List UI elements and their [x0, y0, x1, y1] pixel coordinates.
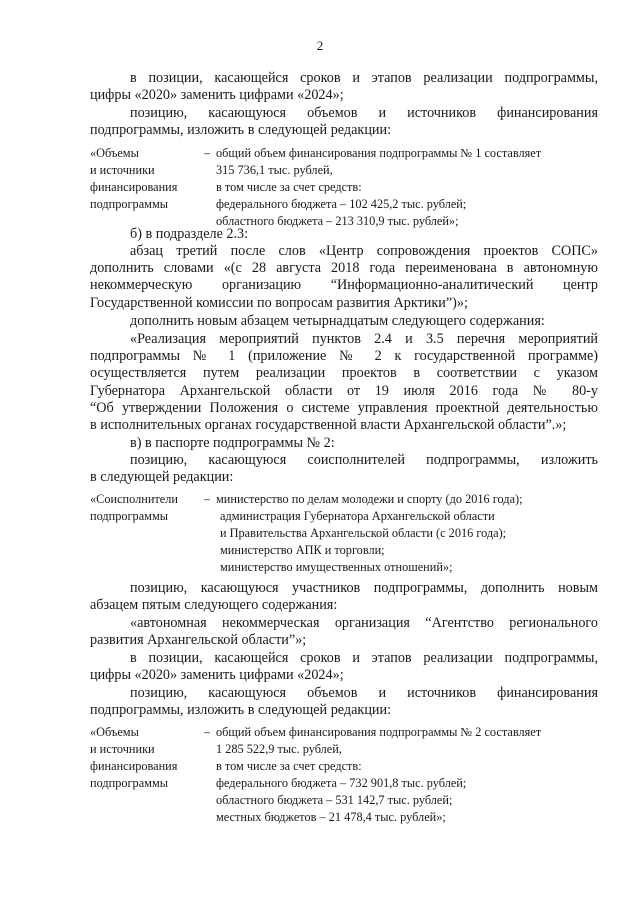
text-line: цифры «2020» заменить цифрами «2024»;: [90, 87, 344, 104]
financing-table-2: [90, 724, 598, 826]
label-line: финансирования: [90, 759, 178, 773]
table-value: [216, 491, 598, 576]
value-line: в том числе за счет средств:: [216, 759, 362, 773]
value-line: министерство имущественных отношений»;: [220, 560, 453, 574]
label-line: «Объемы: [90, 146, 139, 160]
label-line: подпрограммы: [90, 197, 168, 211]
value-line: министерство АПК и торговли;: [220, 543, 385, 557]
table-dash: –: [203, 492, 211, 506]
value-line: администрация Губернатора Архангельской области: [220, 509, 495, 523]
table-label: [90, 491, 198, 576]
text-line: Государственной комиссии по вопросам развития Арктики”)»;: [90, 294, 468, 311]
label-line: подпрограммы: [90, 509, 168, 523]
label-line: подпрограммы: [90, 776, 168, 790]
paragraph: [90, 313, 598, 330]
text-line: в позиции, касающейся сроков и этапов реализации подпрограммы,: [130, 650, 598, 666]
value-line: областного бюджета – 213 310,9 тыс. рублей»;: [216, 214, 459, 228]
text-line: цифры «2020» заменить цифрами «2024»;: [90, 667, 344, 684]
text-line: позицию, касающуюся участников подпрограммы, дополнить новым: [130, 580, 598, 596]
label-line: «Объемы: [90, 725, 139, 739]
paragraph: [90, 685, 598, 719]
value-line: министерство по делам молодежи и спорту (до 2016 года);: [216, 492, 523, 506]
table-dash: –: [203, 725, 211, 739]
text-line: подпрограммы, изложить в следующей редакции:: [90, 122, 392, 139]
text-line: дополнить словами «(с 28 августа 2018 года переименована в автономную: [90, 260, 598, 277]
text-line: абзац третий после слов «Центр сопровождения проектов СОПС»: [130, 243, 598, 259]
text-line: Губернатора Архангельской области от 19 июля 2016 года № 80-у: [90, 382, 598, 399]
text-line: в исполнительных органах государственной власти Архангельской области”.»;: [90, 417, 567, 434]
value-line: общий объем финансирования подпрограммы № 2 составляет: [216, 725, 542, 739]
value-line: федерального бюджета – 102 425,2 тыс. рублей;: [216, 197, 467, 211]
value-line: и Правительства Архангельской области (с 2016 года);: [220, 526, 507, 540]
text-line: позицию, касающуюся объемов и источников финансирования: [130, 105, 598, 121]
label-line: и источники: [90, 163, 155, 177]
text-line: “Об утверждении Положения о системе управления проектной деятельностью: [90, 399, 598, 416]
text-line: подпрограммы № 1 (приложение № 2 к государственной программе): [90, 348, 598, 365]
value-line: общий объем финансирования подпрограммы № 1 составляет: [216, 146, 542, 160]
value-line: областного бюджета – 531 142,7 тыс. рублей;: [216, 793, 453, 807]
co-executors-table: [90, 491, 598, 576]
text-line: в позиции, касающейся сроков и этапов реализации подпрограммы,: [130, 70, 598, 86]
label-line: финансирования: [90, 180, 178, 194]
text-line: позицию, касающуюся соисполнителей подпрограммы, изложить: [130, 452, 598, 468]
text-line: «Реализация мероприятий пунктов 2.4 и 3.5 перечня мероприятий: [130, 331, 598, 347]
paragraph: [90, 615, 598, 649]
value-line: в том числе за счет средств:: [216, 180, 362, 194]
text-line: дополнить новым абзацем четырнадцатым следующего содержания:: [130, 313, 545, 329]
text-line: осуществляется путем реализации проектов в соответствии с указом: [90, 365, 598, 382]
text-line: подпрограммы, изложить в следующей редакции:: [90, 702, 392, 719]
table-label: [90, 724, 198, 826]
table-value: [216, 724, 598, 826]
text-line: в) в паспорте подпрограммы № 2:: [130, 435, 335, 451]
paragraph: [90, 580, 598, 614]
financing-table-1: [90, 145, 598, 230]
table-label: [90, 145, 198, 230]
text-line: б) в подразделе 2.3:: [130, 226, 249, 242]
text-line: некоммерческую организацию “Информационно-аналитический центр: [90, 277, 598, 294]
value-line: 1 285 522,9 тыс. рублей,: [216, 742, 342, 756]
value-line: местных бюджетов – 21 478,4 тыс. рублей»;: [216, 810, 446, 824]
table-value: [216, 145, 598, 230]
text-line: абзацем пятым следующего содержания:: [90, 597, 338, 614]
text-line: в следующей редакции:: [90, 469, 234, 486]
paragraph: [90, 452, 598, 486]
paragraph: [90, 70, 598, 104]
label-line: «Соисполнители: [90, 492, 178, 506]
text-line: позицию, касающуюся объемов и источников финансирования: [130, 685, 598, 701]
text-line: «автономная некоммерческая организация “Агентство регионального: [130, 615, 598, 631]
value-line: 315 736,1 тыс. рублей,: [216, 163, 333, 177]
text-line: развития Архангельской области”»;: [90, 632, 307, 649]
paragraph: [90, 105, 598, 139]
table-dash: –: [203, 146, 211, 160]
paragraph: [90, 243, 598, 312]
paragraph: [90, 435, 598, 452]
paragraph: [90, 650, 598, 684]
label-line: и источники: [90, 742, 155, 756]
paragraph: [90, 331, 598, 434]
page-number: 2: [316, 38, 324, 53]
paragraph: [90, 226, 598, 243]
value-line: федерального бюджета – 732 901,8 тыс. рублей;: [216, 776, 467, 790]
